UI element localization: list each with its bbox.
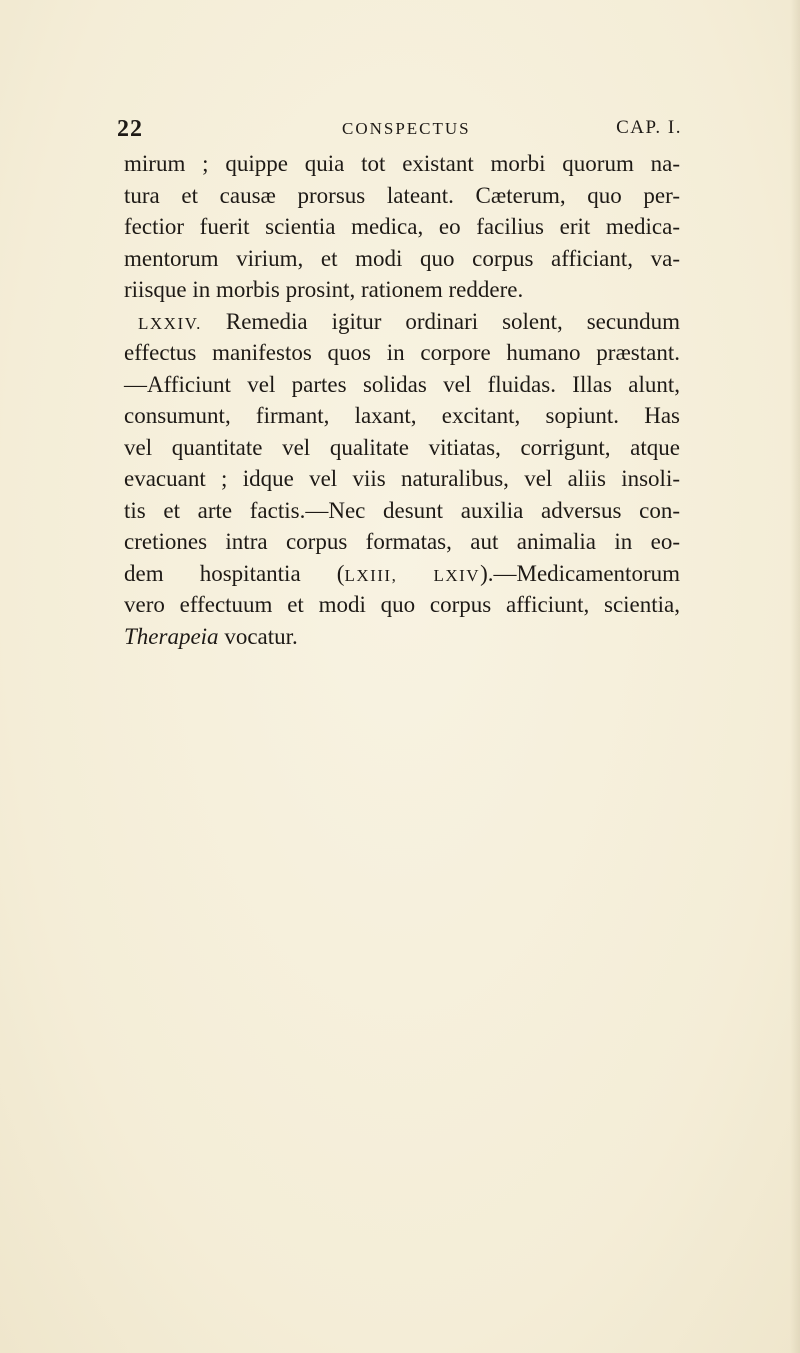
running-header xyxy=(117,116,682,146)
text-line: riisque in morbis prosint, rationem reddere. xyxy=(124,277,524,302)
text-line: evacuant ; idque vel viis naturalibus, vel aliis insoli- xyxy=(124,466,680,491)
text-line: mentorum virium, et modi quo corpus afficiant, va- xyxy=(124,245,680,271)
text-line: fectior fuerit scientia medica, eo facilius erit medica- xyxy=(124,214,680,239)
chapter-label: CAP. I. xyxy=(616,117,682,138)
text-line: vero effectuum et modi quo corpus afficiunt, scientia, xyxy=(124,592,680,617)
text-line: cretiones intra corpus formatas, aut animalia in eo- xyxy=(124,529,680,554)
text-line: dem hospitantia (LXIII, LXIV).—Medicamentorum xyxy=(124,560,680,586)
text-line: tis et arte factis.—Nec desunt auxilia adversus con- xyxy=(124,497,680,523)
italic-term: Therapeia xyxy=(124,623,219,649)
section-number: LXXIV. xyxy=(138,313,202,333)
running-title: CONSPECTUS xyxy=(342,119,471,138)
body-text xyxy=(124,148,680,652)
text-line: consumunt, firmant, laxant, excitant, sopiunt. Has xyxy=(124,403,680,428)
text-line: LXXIV. Remedia igitur ordinari solent, secundum xyxy=(138,308,680,334)
text-line: vel quantitate vel qualitate vitiatas, corrigunt, atque xyxy=(124,434,680,460)
text-line: effectus manifestos quos in corpore humano præstant. xyxy=(124,340,680,365)
text-line: Therapeia vocatur. xyxy=(124,623,298,649)
cross-reference: LXIII, LXIV xyxy=(344,565,481,585)
page-number: 22 xyxy=(117,116,143,142)
page-edge-shadow xyxy=(790,0,800,1353)
text-line: —Afficiunt vel partes solidas vel fluidas. Illas alunt, xyxy=(124,371,680,397)
text-line: mirum ; quippe quia tot existant morbi quorum na- xyxy=(124,151,680,176)
text-line: tura et causæ prorsus lateant. Cæterum, quo per- xyxy=(124,182,680,208)
